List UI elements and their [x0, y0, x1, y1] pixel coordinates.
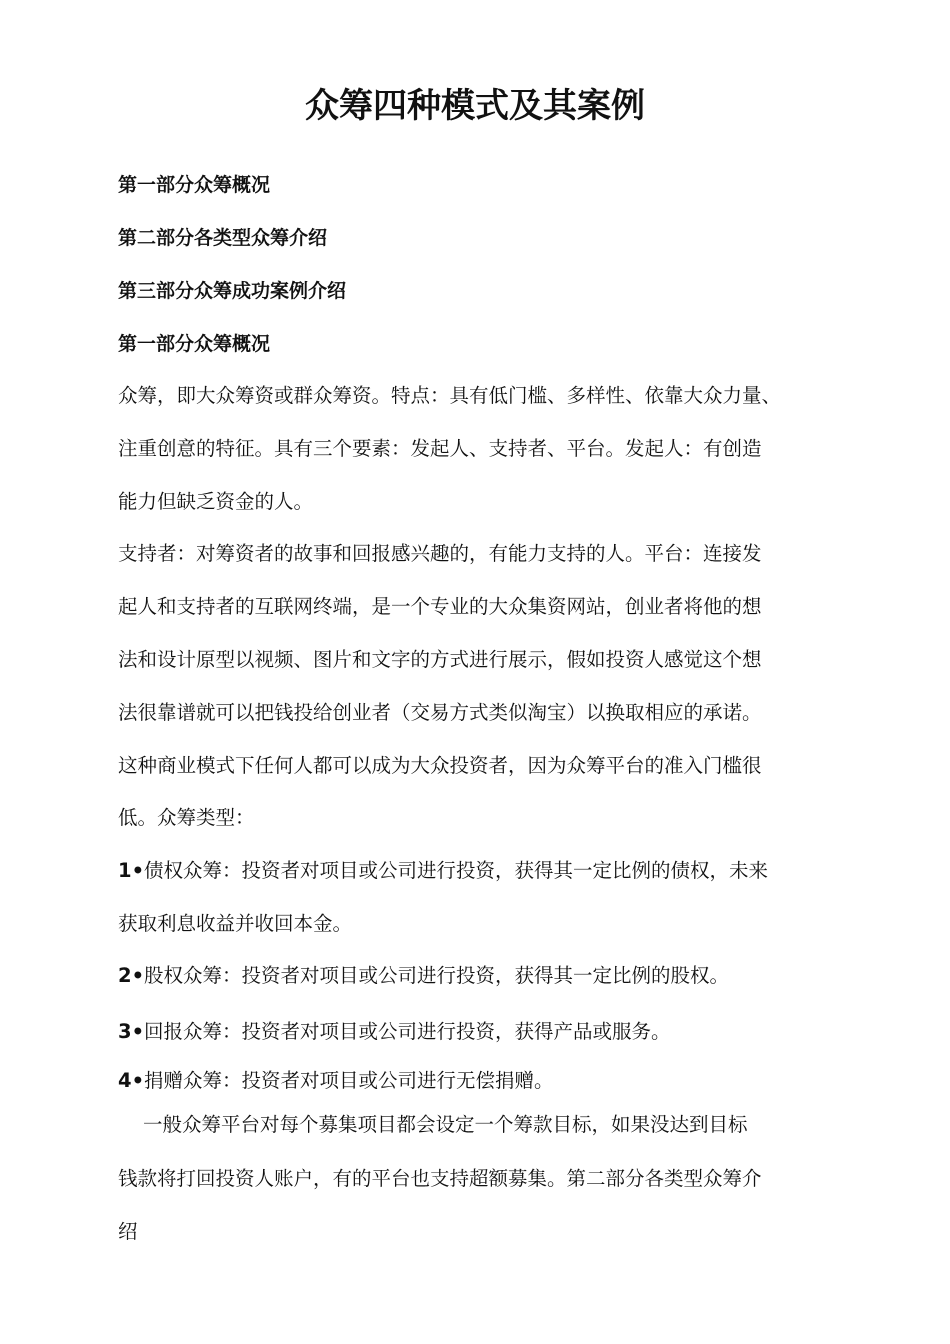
paragraph-line: 绍 [118, 1220, 138, 1243]
toc-item-part-1: 第一部分众筹概况 [118, 174, 271, 196]
toc-item-part-3: 第三部分众筹成功案例介绍 [118, 280, 347, 302]
paragraph-line: 法和设计原型以视频、图片和文字的方式进行展示，假如投资人感觉这个想 [118, 648, 762, 671]
list-item-reward [118, 1017, 671, 1047]
paragraph-line: 能力但缺乏资金的人。 [118, 490, 314, 513]
list-item-text: 捐赠众筹：投资者对项目或公司进行无偿捐赠。 [144, 1069, 554, 1092]
list-item-debt [118, 856, 768, 886]
paragraph-line: 支持者：对筹资者的故事和回报感兴趣的，有能力支持的人。平台：连接发 [118, 542, 762, 565]
list-item-continuation: 获取利息收益并收回本金。 [118, 912, 353, 935]
list-item-text: 回报众筹：投资者对项目或公司进行投资，获得产品或服务。 [144, 1020, 671, 1043]
paragraph-line: 注重创意的特征。具有三个要素：发起人、支持者、平台。发起人：有创造 [118, 437, 762, 460]
toc-item-part-2: 第二部分各类型众筹介绍 [118, 227, 328, 249]
list-item-number: 4• [118, 1069, 145, 1092]
list-item-text: 股权众筹：投资者对项目或公司进行投资，获得其一定比例的股权。 [144, 964, 730, 987]
list-item-number: 3• [118, 1020, 145, 1043]
list-item-equity [118, 961, 729, 991]
document-title: 众筹四种模式及其案例 [305, 86, 645, 126]
section-heading: 第一部分众筹概况 [118, 333, 271, 355]
paragraph-line: 法很靠谱就可以把钱投给创业者（交易方式类似淘宝）以换取相应的承诺。 [118, 701, 762, 724]
paragraph-line: 众筹，即大众筹资或群众筹资。特点：具有低门槛、多样性、依靠大众力量、 [118, 384, 782, 407]
paragraph-line: 低。众筹类型： [118, 806, 255, 829]
list-item-donation [118, 1066, 554, 1096]
paragraph-line: 这种商业模式下任何人都可以成为大众投资者，因为众筹平台的准入门槛很 [118, 754, 762, 777]
paragraph-line: 起人和支持者的互联网终端，是一个专业的大众集资网站，创业者将他的想 [118, 595, 762, 618]
list-item-text: 债权众筹：投资者对项目或公司进行投资，获得其一定比例的债权，未来 [144, 859, 769, 882]
list-item-number: 1• [118, 859, 145, 882]
list-item-number: 2• [118, 964, 145, 987]
paragraph-line: 钱款将打回投资人账户，有的平台也支持超额募集。第二部分各类型众筹介 [118, 1167, 762, 1190]
paragraph-line: 一般众筹平台对每个募集项目都会设定一个筹款目标，如果没达到目标 [143, 1113, 748, 1136]
